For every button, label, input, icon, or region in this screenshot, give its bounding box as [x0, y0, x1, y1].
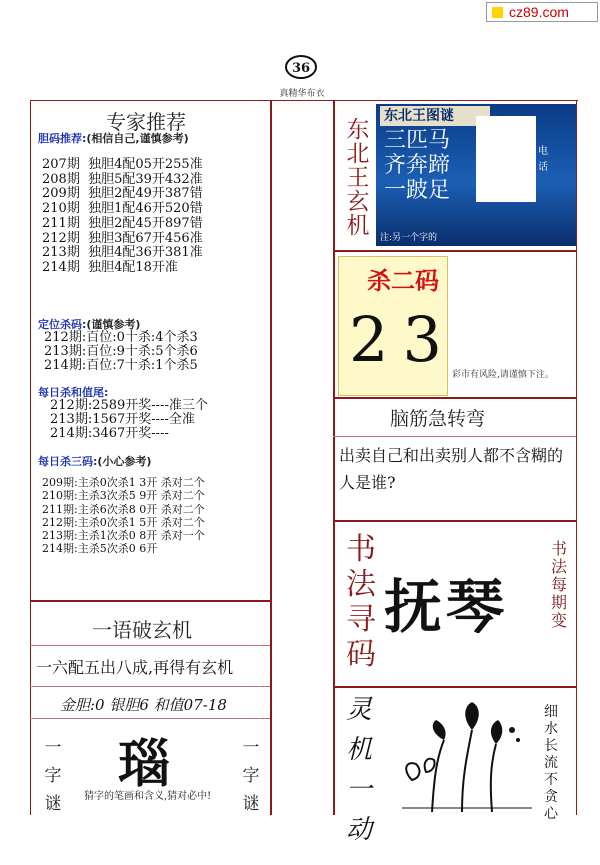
logo-text: 真精华布衣 [279, 89, 325, 99]
divider-yiyu-text [30, 686, 270, 687]
danma-label-text: 胆码推荐: [38, 132, 87, 145]
calligraphy-vertical-title: 书法寻码 [346, 532, 376, 672]
list-row: 211期:主杀6次杀8 0开 杀对二个 [42, 502, 205, 516]
position-label-text: 定位杀码: [38, 318, 87, 331]
danma-note: (相信自己,谨慎参考) [86, 132, 189, 145]
middle-rule-right [333, 100, 335, 815]
calligraphy-word: 抚琴 [384, 573, 509, 641]
list-row: 208期 独胆5配39开432准 [42, 171, 203, 187]
divider-kill2 [333, 397, 576, 399]
divider-yiyu [30, 600, 270, 602]
riddle-image-foot: 注:另一个字的 [380, 233, 438, 243]
yiyu-title: 一语破玄机 [92, 618, 192, 642]
position-list [44, 331, 198, 373]
kill2-box [338, 256, 456, 396]
list-row: 209期 独胆2配49开387错 [42, 186, 203, 202]
dongbei-vertical-title: 东北王玄机 [346, 117, 370, 239]
site-watermark[interactable] [486, 2, 598, 22]
list-row: 213期 独胆4配36开381准 [42, 245, 203, 261]
top-rule [30, 100, 578, 101]
logo-mark-text: 36 [291, 61, 311, 76]
brain-question: 出卖自己和出卖别人都不含糊的人是谁? [339, 446, 564, 492]
kill3-label [38, 453, 151, 469]
list-row: 211期 独胆2配45开897错 [42, 215, 203, 231]
kill2-digits: 23 [349, 303, 456, 376]
right-rule [576, 100, 577, 815]
middle-rule-left [270, 100, 272, 815]
divider-brain-title [333, 436, 576, 437]
danma-list [42, 158, 203, 276]
riddle-line: 齐奔蹄 [384, 153, 451, 178]
kill3-list [42, 476, 205, 556]
phone-blank [476, 116, 536, 202]
divider-yiyu-title [30, 645, 270, 646]
list-row: 213期:1567开奖----全准 [50, 412, 195, 427]
kill3-note: (小心参考) [97, 455, 152, 468]
brain-title: 脑筋急转弯 [390, 408, 486, 430]
site-watermark-text: cz89.com [509, 4, 569, 20]
danma-label [38, 130, 189, 146]
oneword-char: 瑙 [118, 734, 171, 795]
oneword-side-left: 一字谜 [44, 738, 62, 814]
divider-brain [333, 520, 576, 522]
list-row: 214期 独胆4配18开准 [42, 259, 178, 275]
yellow-square-icon [492, 7, 503, 18]
divider-dongbei [333, 250, 576, 252]
position-note: (谨慎参考) [86, 318, 141, 331]
riddle-line: 三匹马 [384, 128, 451, 153]
list-row: 214期:3467开奖---- [50, 426, 169, 441]
list-row: 212期:2589开奖----准三个 [50, 398, 208, 413]
daily-label: 每日杀和值尾: [38, 386, 109, 399]
list-row: 212期 独胆3配67开456准 [42, 230, 203, 246]
kill3-label-text: 每日杀三码: [38, 455, 98, 468]
spirit-poem: 细水长流不贪心 [544, 704, 558, 822]
list-row: 214期:百位:7十杀:1个杀5 [44, 358, 198, 373]
list-row: 212期:百位:0十杀:4个杀3 [44, 330, 198, 345]
kill2-note: 彩市有风险,请谨慎下注。 [452, 370, 554, 380]
yiyu-text: 一六配五出八成,再得有玄机 [36, 658, 234, 677]
spirit-vertical-title: 灵机一动 [345, 695, 372, 845]
riddle-line: 一跛足 [384, 178, 451, 203]
oneword-note: 猜字的笔画和含义,猜对必中! [84, 791, 212, 802]
ink-flower-icon [392, 700, 542, 812]
calligraphy-note: 书法每期变 [550, 539, 567, 630]
logo-icon [284, 54, 318, 80]
phone-label: 电话 [538, 146, 548, 173]
list-row: 209期:主杀0次杀1 3开 杀对二个 [42, 476, 205, 489]
kill2-title: 杀二码 [367, 266, 439, 295]
list-row: 214期:主杀5次杀0 6开 [42, 542, 158, 556]
list-row: 210期 独胆1配46开520错 [42, 201, 203, 217]
list-row: 207期 独胆4配05开255准 [42, 157, 203, 172]
riddle-image [376, 104, 576, 246]
riddle-image-title: 东北王图谜 [380, 106, 490, 126]
gold-text: 金胆:0 银胆6 和值07-18 [60, 696, 227, 714]
list-row: 212期:主杀0次杀1 5开 杀对二个 [42, 515, 205, 529]
left-rule [30, 100, 31, 815]
daily-list [50, 399, 208, 441]
divider-gold [30, 718, 270, 719]
list-row: 210期:主杀3次杀5 9开 杀对二个 [42, 489, 205, 503]
riddle-image-lines [384, 128, 450, 203]
expert-title: 专家推荐 [106, 110, 186, 134]
oneword-side-right: 一字谜 [242, 738, 260, 814]
divider-calligraphy [333, 686, 576, 688]
list-row: 213期:主杀1次杀0 8开 杀对一个 [42, 529, 205, 543]
list-row: 213期:百位:9十杀:5个杀6 [44, 344, 198, 359]
